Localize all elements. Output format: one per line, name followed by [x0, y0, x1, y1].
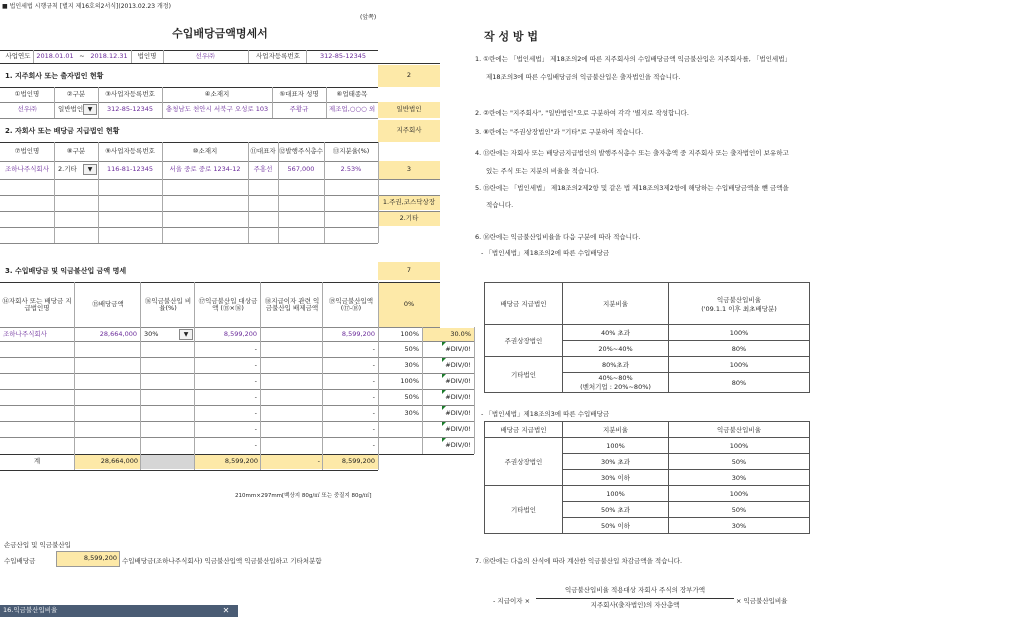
guide-line3: 3. ⑧란에는 "주권상장법인"과 "기타"로 구분하여 적습니다. [475, 128, 644, 136]
sec3-row4-c1: 100% [400, 376, 419, 385]
sec3-row7-target: - [254, 424, 257, 433]
sec2-sub-bizno[interactable]: 116-81-12345 [106, 165, 154, 174]
sec1-h-name: ①법인명 [14, 90, 40, 99]
t2-g2: 기타법인 [485, 486, 563, 534]
page-side-label: (앞쪽) [360, 14, 377, 21]
formula-denominator: 지주회사(출자법인)의 자산총액 [590, 601, 680, 610]
sec3-pct: 0% [403, 300, 415, 309]
sec1-h-industry: ⑥업태종목 [336, 90, 368, 99]
bottom-item-label: 수입배당금 [4, 557, 36, 565]
sec1-corp-address[interactable]: 충청남도 천안시 서북구 오성로 103 [165, 105, 269, 114]
guide-table1 [484, 282, 810, 393]
sec3-row1-rate[interactable]: 30% [144, 329, 159, 338]
sec3-row3-net: - [372, 360, 375, 369]
sec3-h-amount: ⑮배당금액 [92, 300, 124, 309]
guide-line1a: 1. ①란에는 「법인세법」 제18조의2에 따른 지주회사의 수입배당금액 익금불산입은 지주회사를, 「법인세법」 [475, 55, 791, 63]
t2-r2-ratio: 30% 초과 [563, 454, 669, 470]
guide-line6a: - 「법인세법」제18조의2에 따른 수입배당금 [481, 249, 610, 257]
chevron-down-icon: ▼ [87, 166, 93, 173]
sec3-row4-c2: #DIV/0! [445, 376, 471, 385]
sec2-sub-name[interactable]: 조하나주식회사 [5, 165, 49, 174]
sec1-code: 2 [406, 71, 412, 80]
sec2-option-other[interactable]: 2.기타 [399, 214, 419, 223]
sheet-tab[interactable] [0, 605, 238, 617]
t1-r1-rate: 100% [669, 325, 810, 341]
guide-line2: 2. ②란에는 "지주회사", "일반법인"으로 구분하여 각각 '별지로 작성합니다. [475, 109, 689, 117]
corp-name-label: 법인명 [137, 52, 157, 61]
t2-r4-ratio: 100% [563, 486, 669, 502]
t2-r5-rate: 50% [669, 502, 810, 518]
t2-h1: 배당금 지급법인 [485, 422, 563, 438]
t1-h1: 배당금 지급법인 [485, 283, 563, 325]
sec2-row-code: 3 [406, 165, 412, 174]
t1-r2-rate: 80% [669, 341, 810, 357]
guide-line5a: 5. ⑮란에는 「법인세법」 제18조의2제2항 및 같은 법 제18조의3제2항에 해당하는 수입배당금액을 뺀 금액을 [475, 184, 789, 192]
form-title: 수입배당금액명세서 [172, 26, 268, 40]
sec3-row1-c1: 100% [400, 329, 419, 338]
sec3-row5-c2: #DIV/0! [445, 392, 471, 401]
sec3-row4-target: - [254, 376, 257, 385]
sec3-row5-net: - [372, 392, 375, 401]
sec3-row3-c1: 30% [404, 360, 419, 369]
sec1-h-bizno: ③사업자등록번호 [105, 90, 155, 99]
sec3-total-target: 8,599,200 [224, 457, 258, 466]
sec3-row1-net: 8,599,200 [341, 329, 375, 338]
sec2-h-bizno: ⑨사업자등록번호 [105, 147, 155, 156]
period-from[interactable]: 2018.01.01 [36, 52, 74, 61]
sec3-code: 7 [406, 266, 412, 275]
t1-r4-ratio-main: 40%~80% [598, 374, 633, 382]
chevron-down-icon: ▼ [87, 106, 93, 113]
guide-line1b: 제18조의3에 따른 수입배당금의 익금불산입은 출자법인을 적습니다. [486, 73, 681, 81]
sec2-h-name: ⑦법인명 [14, 147, 40, 156]
sec3-row1-amount[interactable]: 28,664,000 [99, 329, 137, 338]
t1-r1-ratio: 40% 초과 [563, 325, 669, 341]
sec3-row6-net: - [372, 408, 375, 417]
bottom-desc: 수입배당금(조하나주식회사) 익금불산입액 익금불산입하고 기타처분함 [122, 557, 322, 565]
sec3-row1-c2: 30.0% [450, 329, 471, 338]
sec3-row2-net: - [372, 344, 375, 353]
sec3-row4-net: - [372, 376, 375, 385]
sec3-row8-target: - [254, 440, 257, 449]
formula-left: - 지급이자 × [493, 597, 531, 605]
sec1-type-dropdown[interactable] [83, 104, 97, 115]
sec3-row1-name[interactable]: 조하나주식회사 [3, 329, 47, 338]
close-icon[interactable]: ✕ [222, 606, 230, 616]
sec3-row5-target: - [254, 392, 257, 401]
sec3-row3-target: - [254, 360, 257, 369]
sec2-h-type: ⑧구분 [66, 147, 86, 156]
sec3-row2-target: - [254, 344, 257, 353]
guide-line4b: 있는 주식 또는 지분의 비율을 적습니다. [486, 167, 599, 175]
sec3-row3-c2: #DIV/0! [445, 360, 471, 369]
sec3-row2-c2: #DIV/0! [445, 344, 471, 353]
sec1-corp-type[interactable]: 일반법인 [58, 105, 84, 114]
sec3-row2-c1: 50% [404, 344, 419, 353]
sec1-corp-ceo[interactable]: 주황규 [289, 105, 309, 114]
sec1-corp-name[interactable]: 선우㈜ [17, 105, 37, 114]
t1-h3-sub: ('09.1.1 이후 최초배당분) [701, 304, 777, 313]
sec3-h-target: ⑰익금불산입 대상금액 (⑮×⑯) [198, 296, 258, 312]
biz-no-label: 사업자등록번호 [256, 52, 300, 61]
sec2-sub-address[interactable]: 서울 중로 중로 1234-12 [169, 165, 241, 174]
t2-r1-rate: 100% [669, 438, 810, 454]
guide-table2 [484, 421, 810, 534]
sec2-sub-shares[interactable]: 567,000 [287, 165, 315, 174]
t1-r3-rate: 100% [669, 357, 810, 373]
sec3-total-label: 계 [33, 457, 41, 466]
t1-g1: 주권상장법인 [485, 325, 563, 357]
sec3-row6-c2: #DIV/0! [445, 408, 471, 417]
sec2-type-dropdown[interactable] [83, 164, 97, 175]
bottom-label: 손금산입 및 익금불산입 [4, 541, 71, 549]
sec3-total-excl: - [317, 457, 320, 466]
sec3-row6-target: - [254, 408, 257, 417]
t2-r6-ratio: 50% 이하 [563, 518, 669, 534]
t2-r6-rate: 30% [669, 518, 810, 534]
sec1-h-ceo: ⑤대표자 성명 [279, 90, 319, 99]
sec2-h-shares: ⑫발행주식총수 [278, 147, 324, 156]
sec2-h-ratio: ⑬지분율(%) [332, 147, 370, 156]
sec2-sub-ratio[interactable]: 2.53% [340, 165, 362, 174]
guide-title: 작 성 방 법 [484, 30, 538, 43]
t2-h3: 익금불산입비율 [669, 422, 810, 438]
guide-line4a: 4. ⑬란에는 자회사 또는 배당금지급법인의 발행주식총수 또는 출자총액 중 지주회사 또는 출자법인이 보유하고 [475, 149, 789, 157]
sec3-row6-c1: 30% [404, 408, 419, 417]
period-label: 사업연도 [5, 52, 31, 61]
t1-h3-label: 익금불산입비율 [717, 295, 761, 304]
guide-line5b: 적습니다. [486, 201, 514, 209]
sec1-corp-bizno[interactable]: 312-85-12345 [106, 105, 154, 114]
t1-r4-rate: 80% [669, 373, 810, 393]
t1-h2: 지분비율 [563, 283, 669, 325]
sec3-rate-dropdown[interactable] [179, 329, 193, 340]
sec1-result: 일반법인 [396, 105, 422, 114]
guide-line6b: - 「법인세법」제18조의3에 따른 수입배당금 [481, 410, 610, 418]
sec2-sub-ceo[interactable]: 주홍선 [253, 165, 273, 174]
form-top-label: ■ 법인세법 시행규칙 [별지 제16호의2서식](2013.02.23 개정) [2, 3, 171, 10]
sec3-row5-c1: 50% [404, 392, 419, 401]
sec3-row1-target: 8,599,200 [223, 329, 257, 338]
sec2-title: 2. 자회사 또는 배당금 지급법인 현황 [5, 126, 120, 135]
sec2-h-address: ⑩소재지 [192, 147, 218, 156]
biz-no-value[interactable]: 312-85-12345 [319, 52, 367, 61]
sec3-h-name: ⑭자회사 또는 배당금 지급법인명 [2, 296, 72, 312]
bottom-value: 8,599,200 [83, 554, 117, 563]
t1-r3-ratio: 80%초과 [563, 357, 669, 373]
period-to[interactable]: 2018.12.31 [90, 52, 128, 61]
period-sep: ~ [79, 52, 85, 61]
sec1-corp-industry[interactable]: 제조업,○○○ 외 [328, 105, 376, 114]
sec2-option-listed[interactable]: 1.주권,코스닥상장 [382, 198, 436, 207]
t2-r1-ratio: 100% [563, 438, 669, 454]
sec3-row7-c2: #DIV/0! [445, 424, 471, 433]
sec1-h-address: ④소재지 [204, 90, 230, 99]
t2-g1: 주권상장법인 [485, 438, 563, 486]
chevron-down-icon: ▼ [183, 331, 189, 338]
sec3-h-excl: ⑱지급이자 관련 익금불산입 배제금액 [264, 296, 320, 312]
formula-right: × 익금불산입비율 [736, 597, 788, 605]
t2-h2: 지분비율 [563, 422, 669, 438]
sec2-h-ceo: ⑪대표자 [250, 147, 276, 156]
sec3-row8-net: - [372, 440, 375, 449]
paper-note: 210mm×297mm[백상지 80g/㎡ 또는 중질지 80g/㎡] [235, 493, 372, 499]
guide-line7: 7. ⑱란에는 다음의 산식에 따라 계산한 익금불산입 차감금액을 적습니다. [475, 557, 683, 565]
t1-r4-ratio [563, 373, 669, 393]
sec3-title: 3. 수입배당금 및 익금불산입 금액 명세 [5, 266, 127, 275]
t1-r2-ratio: 20%~40% [563, 341, 669, 357]
sec3-h-net: ⑲익금불산입액 (⑰-⑱) [328, 296, 374, 312]
sec2-code: 지주회사 [396, 126, 422, 135]
sec3-total-amount: 28,664,000 [100, 457, 138, 466]
sec3-row8-c2: #DIV/0! [445, 440, 471, 449]
t2-r3-ratio: 30% 이하 [563, 470, 669, 486]
formula-numerator: 익금불산입비율 적용대상 자회사 주식의 장부가액 [564, 586, 706, 595]
sec1-h-type: ②구분 [66, 90, 86, 99]
t1-r4-ratio-sub: (벤처기업 : 20%~80%) [580, 383, 651, 391]
t2-r4-rate: 100% [669, 486, 810, 502]
sec3-h-rate: ⑯익금불산입 비율(%) [144, 296, 192, 312]
corp-name-value[interactable]: 선우㈜ [195, 52, 215, 61]
t2-r5-ratio: 50% 초과 [563, 502, 669, 518]
sheet-tab-label: 16.익금불산입비율 [3, 606, 58, 615]
sec3-total-net: 8,599,200 [341, 457, 375, 466]
t2-r2-rate: 50% [669, 454, 810, 470]
t1-g2: 기타법인 [485, 357, 563, 393]
sec3-row7-net: - [372, 424, 375, 433]
sec2-sub-type[interactable]: 2.기타 [58, 165, 77, 174]
sec1-title: 1. 지주회사 또는 출자법인 현황 [5, 71, 104, 80]
guide-line6: 6. ⑯란에는 익금불산입비율을 다음 구분에 따라 적습니다. [475, 233, 641, 241]
t2-r3-rate: 30% [669, 470, 810, 486]
t1-h3 [669, 283, 810, 325]
